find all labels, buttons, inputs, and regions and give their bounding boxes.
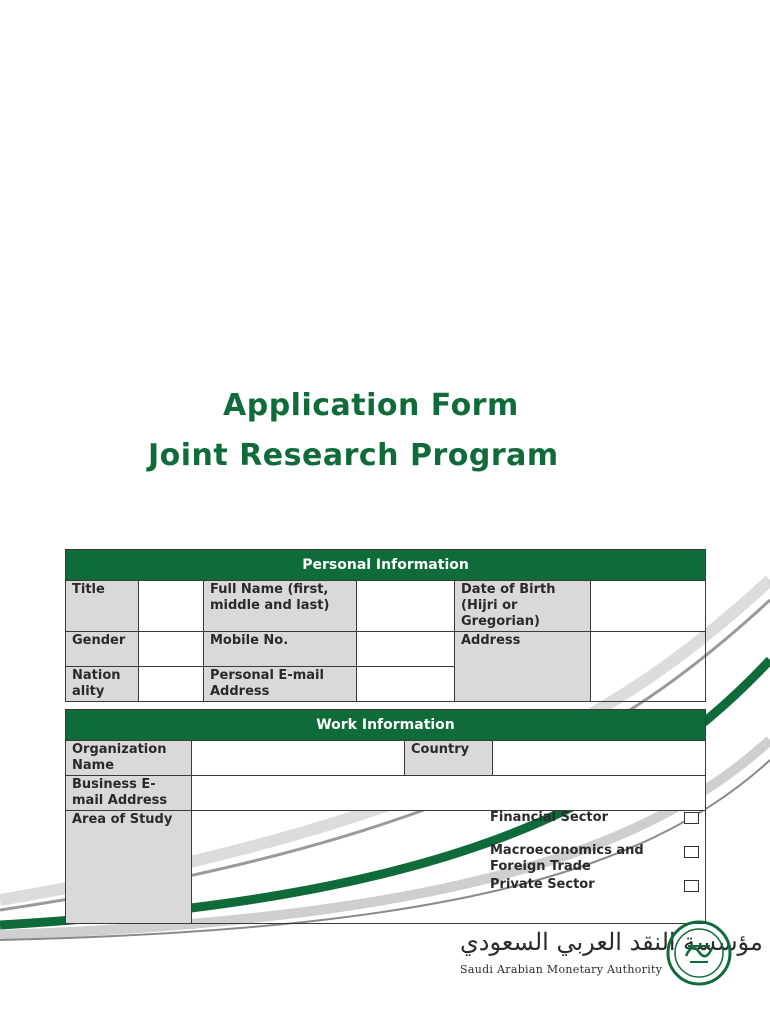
personal-information-header: Personal Information bbox=[66, 550, 706, 581]
area-of-study-label: Area of Study bbox=[66, 811, 192, 924]
country-field[interactable] bbox=[493, 741, 706, 776]
form-title: Application Form bbox=[223, 388, 519, 423]
organization-name-field[interactable] bbox=[192, 741, 405, 776]
country-label: Country bbox=[405, 741, 493, 776]
mobile-field[interactable] bbox=[357, 632, 455, 667]
address-label: Address bbox=[455, 632, 591, 702]
macroeconomics-option: Macroeconomics and Foreign Trade bbox=[490, 843, 644, 874]
personal-email-label: Personal E-mail Address bbox=[204, 667, 357, 702]
business-email-label: Business E-mail Address bbox=[66, 776, 192, 811]
title-field[interactable] bbox=[139, 581, 204, 632]
work-information-header: Work Information bbox=[66, 710, 706, 741]
macroeconomics-checkbox[interactable] bbox=[684, 846, 699, 858]
address-field[interactable] bbox=[591, 632, 706, 702]
program-title: Joint Research Program bbox=[148, 438, 559, 473]
sama-seal-icon bbox=[666, 920, 732, 986]
gender-label: Gender bbox=[66, 632, 139, 667]
title-label: Title bbox=[66, 581, 139, 632]
logo-english-text: Saudi Arabian Monetary Authority bbox=[460, 963, 663, 976]
personal-email-field[interactable] bbox=[357, 667, 455, 702]
financial-sector-option: Financial Sector bbox=[490, 810, 608, 825]
full-name-label: Full Name (first, middle and last) bbox=[204, 581, 357, 632]
private-sector-option: Private Sector bbox=[490, 877, 595, 892]
private-sector-checkbox[interactable] bbox=[684, 880, 699, 892]
nationality-field[interactable] bbox=[139, 667, 204, 702]
mobile-label: Mobile No. bbox=[204, 632, 357, 667]
logo-arabic-text: مؤسسة النقد العربي السعودي bbox=[460, 928, 763, 956]
nationality-label: Nation ality bbox=[66, 667, 139, 702]
personal-information-table bbox=[65, 549, 706, 702]
gender-field[interactable] bbox=[139, 632, 204, 667]
organization-name-label: Organization Name bbox=[66, 741, 192, 776]
date-of-birth-label: Date of Birth (Hijri or Gregorian) bbox=[455, 581, 591, 632]
full-name-field[interactable] bbox=[357, 581, 455, 632]
date-of-birth-field[interactable] bbox=[591, 581, 706, 632]
business-email-field[interactable] bbox=[192, 776, 706, 811]
financial-sector-checkbox[interactable] bbox=[684, 812, 699, 824]
